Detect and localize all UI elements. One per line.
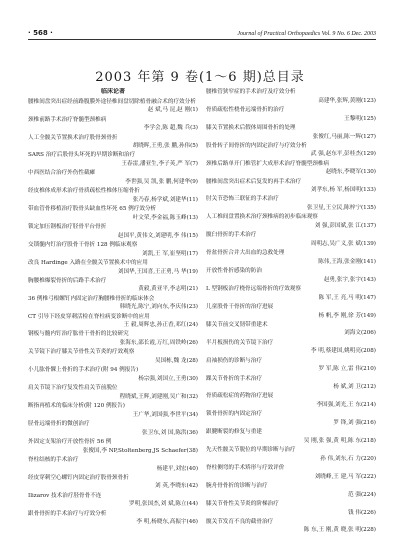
article-title: 半月板损伤的关节镜下治疗: [206, 339, 274, 346]
toc-entry[interactable]: [206, 303, 376, 320]
article-title: 经皮椎体成形术治疗骨质疏松性椎体压缩骨折: [28, 188, 140, 195]
toc-entry[interactable]: [28, 187, 198, 204]
toc-entry[interactable]: [206, 213, 376, 230]
article-authors: 王 毅,周辉忠,孙正香,邓红(24): [123, 322, 198, 329]
article-authors: 杨 帆,李 刚,徐 芳(149): [318, 312, 376, 319]
toc-entry[interactable]: [28, 492, 198, 509]
toc-entry[interactable]: [28, 205, 198, 222]
toc-entry[interactable]: [206, 321, 376, 338]
article-authors: 赵晓东,李晓军(130): [325, 169, 376, 176]
toc-entry[interactable]: [206, 357, 376, 374]
toc-entry[interactable]: [206, 482, 376, 499]
article-title: 骨质疏松性桡骨远端骨折的治疗: [206, 106, 285, 113]
article-title: 改良 Hardinge 入路在全髋关节置换术中的应用: [28, 259, 148, 266]
toc-entry[interactable]: [28, 366, 198, 383]
article-authors: 吴国栋,魏 龙(28): [154, 358, 198, 365]
article-authors: 陈 军,王 亮,马 明(147): [318, 294, 376, 301]
article-title: 腰椎间盘突出症经前路腹膜外途径椎间盘切除植骨融合术的疗效分析: [28, 98, 196, 105]
toc-entry[interactable]: [28, 420, 198, 437]
toc-entry[interactable]: [28, 384, 198, 401]
article-authors: 刘凯,王 军,崔坚明(17): [142, 250, 198, 257]
toc-entry[interactable]: [28, 241, 198, 258]
article-authors: 程晓斌,王辉,刘建刚,吴广和(32): [119, 393, 198, 400]
toc-entry[interactable]: [28, 134, 198, 151]
article-authors: 李学会,陈 超,魏 兵(3): [143, 125, 198, 132]
article-authors: 赵 斌,马 昆,赵 刚(1): [147, 107, 198, 114]
article-authors: 韩晓光,陈宁,刘向东,李庆伟(23): [119, 304, 198, 311]
article-authors: 张海东,邵长霞,万红,周铁岭(26): [119, 340, 198, 347]
article-title: 锁骨骨折的内固定治疗: [206, 411, 262, 418]
toc-entry[interactable]: [28, 223, 198, 240]
toc-entry[interactable]: [206, 428, 376, 445]
toc-entry[interactable]: [206, 160, 376, 177]
toc-entry[interactable]: [206, 124, 376, 141]
toc-entry[interactable]: [28, 169, 198, 186]
article-title: 36 例椎弓根螺钉内固定治疗胸腰椎骨折的临床体会: [28, 295, 155, 302]
article-title: 腰椎间盘突出症术后复发的再手术治疗: [206, 178, 302, 185]
toc-entry[interactable]: [206, 518, 376, 535]
article-title: 经皮穿刺空心螺钉内固定治疗股骨颈骨折: [28, 474, 129, 481]
article-authors: 陈 东,王 刚,黄 晓,张 明(228): [303, 527, 376, 534]
article-title: 小儿肱骨髁上骨折的手术治疗(附 94 例报告): [28, 367, 139, 374]
article-title: 股骨转子间骨折的内固定治疗与疗效分析: [206, 142, 307, 149]
toc-entry[interactable]: [28, 277, 198, 294]
article-title: 膝关节置换术后假体周围骨折的处理: [206, 124, 296, 131]
article-authors: 刘 英,李晓东(42): [154, 483, 198, 490]
page-header: [28, 26, 376, 40]
toc-entry[interactable]: [206, 231, 376, 248]
article-authors: 张卫东,刘 国,陈洪(36): [142, 429, 198, 436]
article-authors: 罗明,张国杰,刘 斌,陈立(44): [129, 501, 198, 508]
toc-entry[interactable]: [28, 402, 198, 419]
article-authors: 陈伟,王海,张金刚(141): [318, 258, 376, 265]
article-authors: 刘海文(206): [344, 330, 376, 337]
section-heading: 临床论著: [100, 88, 125, 95]
article-title: 跟腱断裂的修复与重建: [206, 429, 262, 436]
toc-entry[interactable]: [28, 98, 198, 115]
toc-entry[interactable]: [28, 151, 198, 168]
article-title: 肘关节恐怖三联征的手术治疗: [206, 196, 279, 203]
article-authors: 李 明,杨晓东,高振宇(46): [136, 519, 198, 526]
article-authors: 刘孝东,杨 军,杨国明(133): [310, 187, 376, 194]
toc-entry[interactable]: [206, 410, 376, 427]
article-authors: 王广华,刘国强,李世平(34): [132, 411, 198, 418]
toc-entry[interactable]: [206, 88, 376, 105]
article-title: 踝关节骨折的手术治疗: [206, 375, 262, 382]
article-title: 外固定支架治疗开放性骨折 56 例: [28, 438, 112, 445]
article-title: 膝关节前交叉韧带重建术: [206, 321, 268, 328]
toc-entry[interactable]: [206, 392, 376, 409]
article-title: 腕舟骨骨折的诊断与治疗: [206, 482, 268, 489]
toc-right-column: [206, 88, 376, 544]
article-title: 肩袖损伤的诊断与治疗: [206, 357, 262, 364]
article-authors: 赵国平,黄伟文,刘建明,李 伟(15): [117, 232, 198, 239]
article-authors: 周明志,吴广义,张 斌(139): [310, 240, 376, 247]
page-title: 2003 年第 9 卷(1～6 期)总目录: [95, 70, 305, 85]
toc-entry[interactable]: [206, 285, 376, 302]
article-title: 髋臼骨折的手术治疗: [206, 232, 257, 239]
article-title: 带血管骨移植治疗股骨头缺血性坏死 65 例疗效分析: [28, 206, 157, 213]
article-authors: 孙 伟,刘东,石 力(220): [320, 455, 376, 462]
toc-entry[interactable]: [206, 446, 376, 463]
article-authors: 钱 伟(226): [347, 509, 376, 516]
toc-entry[interactable]: [28, 348, 198, 365]
article-authors: 张乃春,杨学斌,刘建华(11): [132, 196, 198, 203]
article-title: CT 引导下经皮穿刺活检在脊柱病变诊断中的应用: [28, 313, 150, 320]
article-authors: 刘 强,彭国斌,张 江(137): [314, 223, 376, 230]
article-title: 膝关节骨性关节炎的阶梯治疗: [206, 500, 279, 507]
article-authors: 罗 军,陈 立,雷 伟(210): [318, 366, 376, 373]
toc-entry[interactable]: [28, 295, 198, 312]
article-authors: 武 强,赵东平,彭桂杰(129): [310, 151, 376, 158]
article-authors: 李国强,刘光,王 东(214): [316, 402, 376, 409]
article-authors: 张俊国,李 NP,Stoltenberg,JS Schaefer(38): [82, 447, 198, 454]
article-authors: 杨宗强,刘国立,王勇(30): [138, 376, 198, 382]
toc-entry[interactable]: [206, 267, 376, 284]
journal-info: Journal of Practical Orthopaedics Vol. 9 No. 6 Dec. 2003: [237, 31, 376, 37]
article-title: 中西医结合治疗外伤性截瘫: [28, 170, 96, 177]
article-title: 脊柱侧弯的手术矫形与疗效评价: [206, 465, 285, 472]
article-authors: 吴 刚,张 强,黄 明,陈 东(218): [303, 437, 376, 444]
toc-entry[interactable]: [28, 313, 198, 330]
toc-entry[interactable]: [28, 474, 198, 491]
toc-entry[interactable]: [206, 375, 376, 392]
page-number: · 568 ·: [28, 29, 53, 37]
article-title: 髋关节发育不良的截骨治疗: [206, 518, 274, 525]
article-title: 胸腰椎爆裂骨折的后路手术治疗: [28, 277, 107, 284]
toc-entry[interactable]: [206, 178, 376, 195]
article-authors: 胡晓晖,王勇,张 鹏,孙伟(5): [132, 143, 198, 150]
article-authors: 高建华,张辉,黄刚(123): [318, 97, 376, 104]
article-authors: 王春雷,潘亚生,李子英,严 军(7): [121, 161, 198, 168]
article-title: L 型钢板治疗桡骨远端骨折的疗效观察: [206, 285, 301, 292]
toc-left-column: [28, 88, 198, 544]
article-authors: 黄毅,黄亚平,李志明(21): [138, 286, 198, 293]
article-title: 骨盆骨折合并大出血的急救处理: [206, 250, 285, 257]
toc-entry[interactable]: [28, 259, 198, 276]
article-authors: 范 强(224): [347, 491, 376, 498]
toc-entry[interactable]: [28, 510, 198, 527]
article-title: 钢板与髓内钉治疗肱骨干骨折的比较研究: [28, 331, 129, 338]
toc-entry[interactable]: [28, 116, 198, 133]
article-authors: 杨 斌,刘 卫(212): [333, 384, 376, 391]
article-title: 脊柱结核的手术治疗: [28, 456, 79, 463]
article-authors: 刘晓峰,王 建,马 军(222): [314, 473, 376, 480]
article-authors: 李世强,吴 凯,张 鹏,何建华(9): [125, 179, 198, 186]
toc-columns: [28, 88, 376, 544]
article-title: 先天性髋关节脱位的早期诊断与治疗: [206, 447, 296, 454]
article-title: 骨质疏松症的药物治疗进展: [206, 393, 274, 400]
article-authors: 张卫星,王立民,陈梓宁(135): [307, 205, 376, 212]
article-title: 人工全髋关节置换术治疗股骨颈骨折: [28, 134, 118, 141]
article-authors: 王黎明(125): [344, 115, 376, 122]
toc-entry[interactable]: [28, 330, 198, 347]
article-title: 开放性骨折感染的防治: [206, 268, 262, 275]
toc-entry[interactable]: [206, 500, 376, 517]
article-authors: 李 明,蔡建国,姚明亮(208): [310, 348, 376, 355]
article-title: 颈椎前路手术治疗脊髓型颈椎病: [28, 116, 107, 123]
toc-entry[interactable]: [206, 106, 376, 123]
article-title: 胫骨远端骨折的微创治疗: [28, 421, 90, 428]
article-title: 断指再植术的临床分析(附 120 例报告): [28, 403, 125, 410]
toc-entry[interactable]: [206, 195, 376, 212]
article-title: 跟骨骨折的手术治疗与疗效分析: [28, 510, 107, 517]
article-title: 人工椎间盘置换术治疗颈椎病的初步临床观察: [206, 214, 318, 221]
article-authors: 刘国华,王国喜,王正勇,马 华(19): [117, 268, 198, 275]
article-title: 锁定加压钢板治疗胫骨平台骨折: [28, 224, 107, 231]
article-authors: 罗 锋,刘 强(216): [333, 420, 376, 427]
toc-entry[interactable]: [206, 249, 376, 266]
article-title: 关节镜下治疗膝关节骨性关节炎的疗效观察: [28, 349, 135, 356]
toc-entry[interactable]: [28, 438, 198, 455]
article-title: 颈椎后路单开门椎管扩大成形术治疗脊髓型颈椎病: [206, 160, 330, 167]
article-authors: 叶文荣,李金福,陈玉峰(13): [132, 214, 198, 221]
article-title: 肩关节镜下治疗复发性肩关节前脱位: [28, 385, 118, 392]
article-title: Ilizarov 技术治疗胫骨骨不连: [28, 492, 102, 499]
article-authors: 张俊红,马丽,陈一辉(127): [312, 133, 376, 140]
toc-entry[interactable]: [206, 142, 376, 159]
toc-entry[interactable]: [206, 339, 376, 356]
article-title: SARS 治疗后股骨头坏死的早期诊断和治疗: [28, 152, 136, 159]
article-title: 儿童股骨干骨折的治疗进展: [206, 303, 274, 310]
article-authors: 杨建平,刘宏(40): [156, 465, 198, 472]
toc-entry[interactable]: [206, 464, 376, 481]
article-authors: 赵勇,张宇,张宇(143): [323, 276, 376, 283]
article-title: 交锁髓内钉治疗股骨干骨折 128 例临床观察: [28, 241, 138, 248]
article-title: 腰椎管狭窄症的手术治疗及疗效分析: [206, 89, 296, 95]
toc-entry[interactable]: [28, 456, 198, 473]
